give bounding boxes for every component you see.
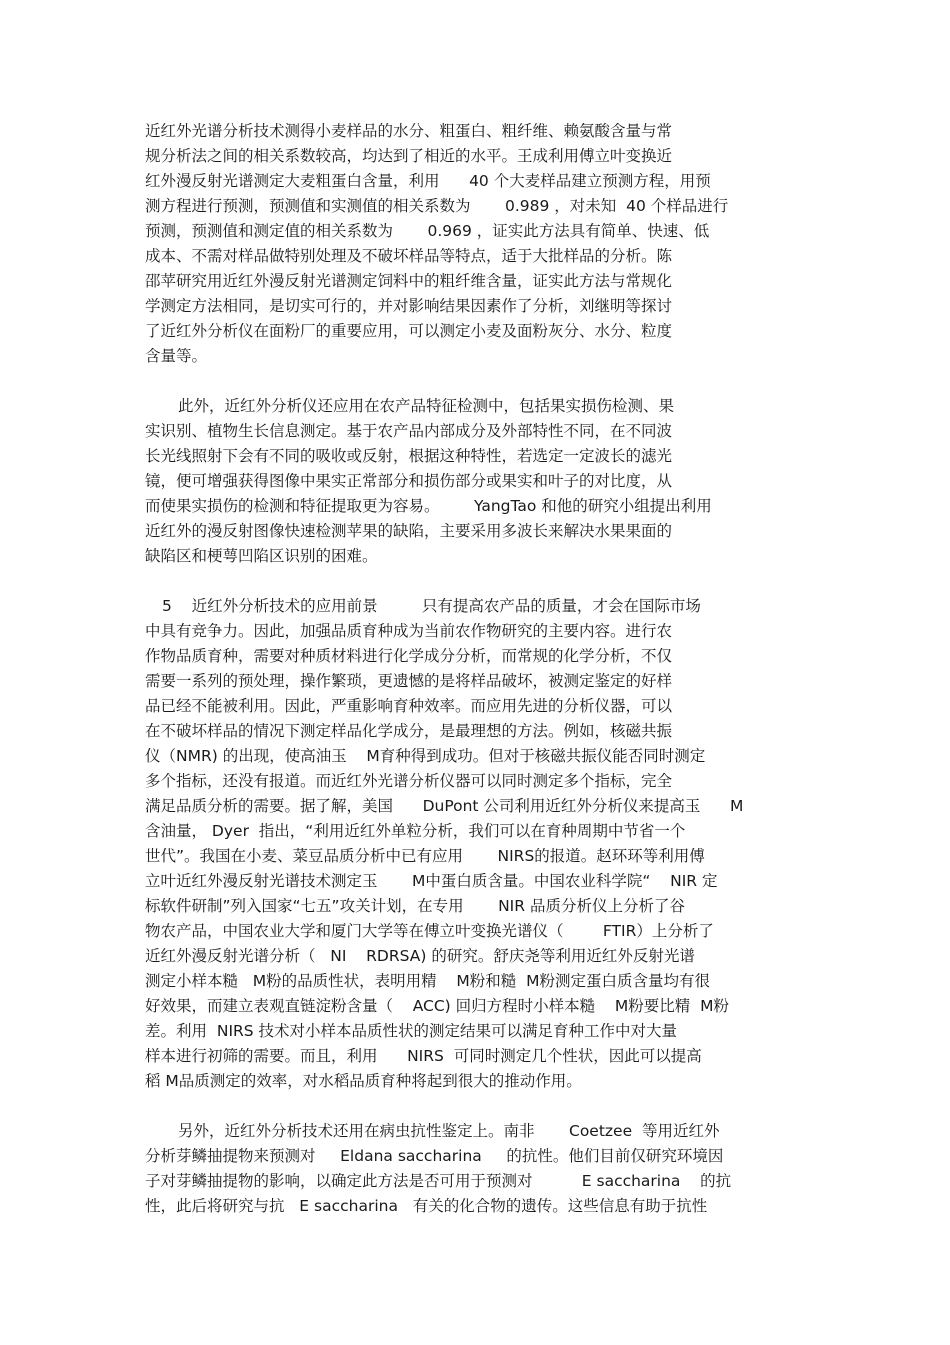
text-line: 仪（NMR) 的出现，使高油玉 M育种得到成功。但对于核磁共振仪能否同时测定 — [145, 747, 706, 765]
text-line: 测定小样本糙 M粉的品质性状，表明用精 M粉和糙 M粉测定蛋白质含量均有很 — [145, 972, 710, 990]
text-line: 子对芽鳞抽提物的影响，以确定此方法是否可用于预测对 E saccharina 的抗 — [145, 1172, 732, 1190]
text-line: 满足品质分析的需要。据了解，美国 DuPont 公司利用近红外分析仪来提高玉 M — [145, 797, 744, 815]
text-line: 作物品质育种，需要对种质材料进行化学成分分析，而常规的化学分析，不仅 — [145, 647, 673, 665]
text-line: 差。利用 NIRS 技术对小样本品质性状的测定结果可以满足育种工作中对大量 — [145, 1022, 678, 1040]
text-line: 此外，近红外分析仪还应用在农产品特征检测中，包括果实损伤检测、果 — [178, 397, 675, 415]
text-line: 缺陷区和梗萼凹陷区识别的困难。 — [145, 547, 378, 565]
text-line: 预测，预测值和测定值的相关系数为 0.969 ，证实此方法具有简单、快速、低 — [145, 222, 710, 240]
text-line: 世代”。我国在小麦、菜豆品质分析中已有应用 NIRS的报道。赵环环等利用傅 — [145, 847, 705, 865]
text-line: 含油量， Dyer 指出，“利用近红外单粒分析，我们可以在育种周期中节省一个 — [145, 822, 686, 840]
text-line: 样本进行初筛的需要。而且，利用 NIRS 可同时测定几个性状，因此可以提高 — [145, 1047, 702, 1065]
text-line: 稻 M品质测定的效率，对水稻品质育种将起到很大的推动作用。 — [145, 1072, 582, 1090]
text-line: 近红外漫反射光谱分析（ NI RDRSA) 的研究。舒庆尧等利用近红外反射光谱 — [145, 947, 695, 965]
text-line: 分析芽鳞抽提物来预测对 Eldana saccharina 的抗性。他们目前仅研究环境因 — [145, 1147, 724, 1165]
text-line: 品已经不能被利用。因此，严重影响育种效率。而应用先进的分析仪器，可以 — [145, 697, 673, 715]
text-line: 多个指标，还没有报道。而近红外光谱分析仪器可以同时测定多个指标，完全 — [145, 772, 673, 790]
text-line: 性，此后将研究与抗 E saccharina 有关的化合物的遗传。这些信息有助于抗性 — [145, 1197, 708, 1215]
text-line: 需要一系列的预处理，操作繁琐，更遗憾的是将样品破坏，被测定鉴定的好样 — [145, 672, 673, 690]
text-line: 近红外的漫反射图像快速检测苹果的缺陷，主要采用多波长来解决水果果面的 — [145, 522, 673, 540]
text-line: 学测定方法相同，是切实可行的，并对影响结果因素作了分析，刘继明等探讨 — [145, 297, 673, 315]
text-line: 物农产品，中国农业大学和厦门大学等在傅立叶变换光谱仪（ FTIR）上分析了 — [145, 922, 714, 940]
text-line: 实识别、植物生长信息测定。基于农产品内部成分及外部特性不同，在不同波 — [145, 422, 673, 440]
text-line: 成本、不需对样品做特别处理及不破坏样品等特点，适于大批样品的分析。陈 — [145, 247, 673, 265]
text-line: 另外，近红外分析技术还用在病虫抗性鉴定上。南非 Coetzee 等用近红外 — [178, 1122, 720, 1140]
text-line: 标软件研制”列入国家“七五”攻关计划，在专用 NIR 品质分析仪上分析了谷 — [145, 897, 685, 915]
text-line: 邵苹研究用近红外漫反射光谱测定饲料中的粗纤维含量，证实此方法与常规化 — [145, 272, 673, 290]
text-line: 规分析法之间的相关系数较高，均达到了相近的水平。王成利用傅立叶变换近 — [145, 147, 673, 165]
section-heading: 5 近红外分析技术的应用前景 只有提高农产品的质量，才会在国际市场 — [162, 597, 701, 615]
text-line: 了近红外分析仪在面粉厂的重要应用，可以测定小麦及面粉灰分、水分、粒度 — [145, 322, 673, 340]
text-line: 测方程进行预测，预测值和实测值的相关系数为 0.989 ，对未知 40 个样品进行 — [145, 197, 729, 215]
text-line: 立叶近红外漫反射光谱技术测定玉 M中蛋白质含量。中国农业科学院“ NIR 定 — [145, 872, 718, 890]
text-line: 好效果，而建立表观直链淀粉含量（ ACC) 回归方程时小样本糙 M粉要比精 M粉 — [145, 997, 729, 1015]
text-line: 而使果实损伤的检测和特征提取更为容易。 YangTao 和他的研究小组提出利用 — [145, 497, 712, 515]
text-line: 中具有竞争力。因此，加强品质育种成为当前农作物研究的主要内容。进行农 — [145, 622, 673, 640]
text-line: 长光线照射下会有不同的吸收或反射，根据这种特性，若选定一定波长的滤光 — [145, 447, 673, 465]
text-line: 红外漫反射光谱测定大麦粗蛋白含量，利用 40 个大麦样品建立预测方程，用预 — [145, 172, 711, 190]
text-line: 近红外光谱分析技术测得小麦样品的水分、粗蛋白、粗纤维、赖氨酸含量与常 — [145, 122, 673, 140]
text-line: 镜，便可增强获得图像中果实正常部分和损伤部分或果实和叶子的对比度，从 — [145, 472, 673, 490]
text-line: 在不破坏样品的情况下测定样品化学成分，是最理想的方法。例如，核磁共振 — [145, 722, 673, 740]
text-line: 含量等。 — [145, 347, 208, 365]
